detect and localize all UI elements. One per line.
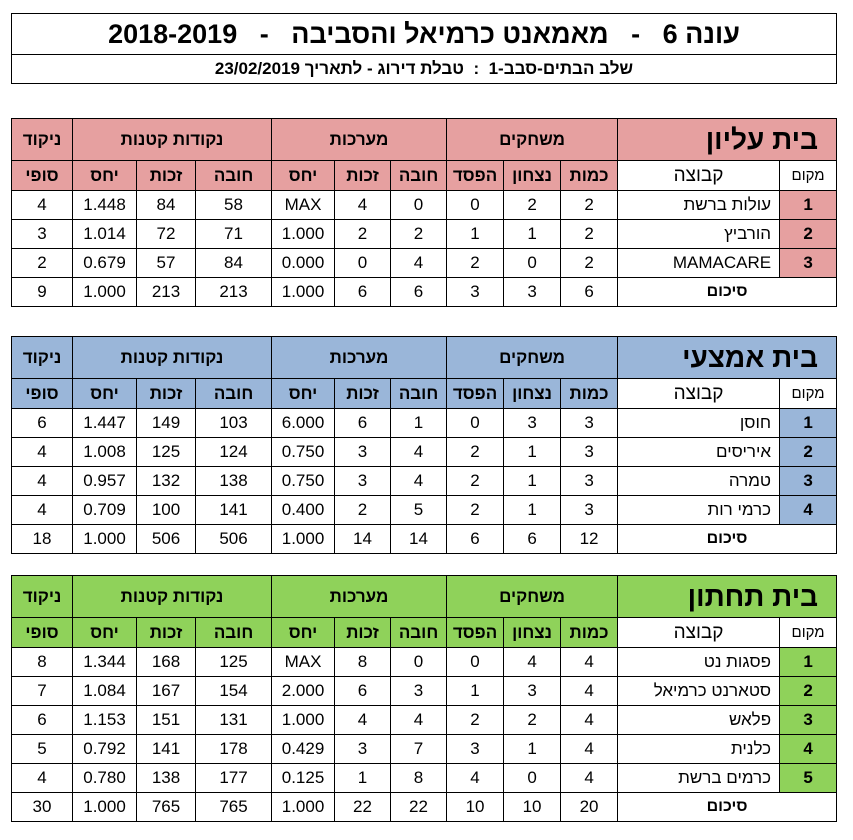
team-cell: חוסן — [618, 409, 780, 438]
place-header: מקום — [780, 618, 837, 648]
points-credit-cell: 141 — [137, 735, 196, 764]
sets-debit-cell: 4 — [391, 467, 447, 496]
standings-table-2 — [11, 336, 837, 554]
sets-ratio-cell: 1.000 — [272, 706, 335, 735]
won-cell: 1 — [504, 467, 561, 496]
won-cell: 0 — [504, 764, 561, 793]
summary-sets-ratio: 1.000 — [272, 278, 335, 307]
sets-group-header: מערכות — [272, 337, 447, 379]
summary-sets-credit: 22 — [335, 793, 391, 822]
count-cell: 2 — [561, 220, 618, 249]
house-name: בית תחתון — [618, 576, 837, 618]
summary-lost: 6 — [447, 525, 504, 554]
score-cell: 4 — [12, 467, 73, 496]
team-cell: פלאש — [618, 706, 780, 735]
house-name: בית אמצעי — [618, 337, 837, 379]
place-cell: 5 — [780, 764, 837, 793]
lost-cell: 2 — [447, 438, 504, 467]
sets-debit-header: חובה — [391, 618, 447, 648]
table-row — [12, 191, 837, 220]
table-row — [12, 706, 837, 735]
score-header-bottom: סופי — [12, 161, 73, 191]
sets-debit-header: חובה — [391, 161, 447, 191]
sets-ratio-header: יחס — [272, 618, 335, 648]
points-credit-cell: 125 — [137, 438, 196, 467]
won-cell: 1 — [504, 438, 561, 467]
sets-ratio-cell: 0.750 — [272, 467, 335, 496]
team-cell: סטארנט כרמיאל — [618, 677, 780, 706]
points-debit-header: חובה — [196, 161, 272, 191]
lost-cell: 1 — [447, 220, 504, 249]
lost-cell: 2 — [447, 496, 504, 525]
points-debit-cell: 125 — [196, 648, 272, 677]
score-header-top: ניקוד — [12, 337, 73, 379]
summary-score: 30 — [12, 793, 73, 822]
points-debit-cell: 178 — [196, 735, 272, 764]
sets-credit-cell: 6 — [335, 409, 391, 438]
summary-points-credit: 506 — [137, 525, 196, 554]
table-row — [12, 409, 837, 438]
summary-won: 10 — [504, 793, 561, 822]
points-ratio-cell: 1.447 — [73, 409, 137, 438]
points-credit-cell: 168 — [137, 648, 196, 677]
summary-points-debit: 765 — [196, 793, 272, 822]
sets-credit-cell: 3 — [335, 735, 391, 764]
sets-credit-cell: 2 — [335, 496, 391, 525]
sets-group-header: מערכות — [272, 576, 447, 618]
summary-points-credit: 213 — [137, 278, 196, 307]
summary-won: 6 — [504, 525, 561, 554]
sets-debit-cell: 0 — [391, 191, 447, 220]
points-ratio-cell: 1.344 — [73, 648, 137, 677]
place-cell: 1 — [780, 409, 837, 438]
table-row — [12, 467, 837, 496]
score-cell: 4 — [12, 496, 73, 525]
points-debit-header: חובה — [196, 618, 272, 648]
place-cell: 3 — [780, 706, 837, 735]
count-cell: 3 — [561, 409, 618, 438]
place-cell: 4 — [780, 496, 837, 525]
points-credit-header: זכות — [137, 161, 196, 191]
page-title: 2018-2019 - עונה 6 - מאמאנט כרמיאל והסביבה — [12, 14, 836, 55]
sets-credit-cell: 6 — [335, 677, 391, 706]
lost-cell: 0 — [447, 409, 504, 438]
sets-debit-cell: 4 — [391, 438, 447, 467]
table-row — [12, 648, 837, 677]
games-count-header: כמות — [561, 161, 618, 191]
count-cell: 3 — [561, 467, 618, 496]
sets-ratio-cell: 0.429 — [272, 735, 335, 764]
points-debit-cell: 71 — [196, 220, 272, 249]
games-group-header: משחקים — [447, 337, 618, 379]
table-row — [12, 764, 837, 793]
sets-credit-cell: 0 — [335, 249, 391, 278]
place-cell: 1 — [780, 648, 837, 677]
team-cell: כרמי רות — [618, 496, 780, 525]
score-cell: 4 — [12, 438, 73, 467]
table-row — [12, 220, 837, 249]
sets-ratio-cell: 1.000 — [272, 220, 335, 249]
points-debit-cell: 103 — [196, 409, 272, 438]
score-cell: 2 — [12, 249, 73, 278]
sets-ratio-cell: 0.400 — [272, 496, 335, 525]
sets-ratio-cell: MAX — [272, 648, 335, 677]
summary-lost: 3 — [447, 278, 504, 307]
sets-credit-header: זכות — [335, 618, 391, 648]
sets-credit-cell: 3 — [335, 438, 391, 467]
lost-cell: 3 — [447, 735, 504, 764]
score-header-bottom: סופי — [12, 379, 73, 409]
points-debit-cell: 138 — [196, 467, 272, 496]
score-cell: 3 — [12, 220, 73, 249]
points-credit-header: זכות — [137, 379, 196, 409]
points-debit-cell: 124 — [196, 438, 272, 467]
won-cell: 2 — [504, 191, 561, 220]
page-subtitle: שלב הבתים-סבב-1 : טבלת דירוג - לתאריך 23/02/2019 — [214, 59, 634, 78]
points-credit-cell: 100 — [137, 496, 196, 525]
summary-count: 12 — [561, 525, 618, 554]
place-header: מקום — [780, 379, 837, 409]
points-credit-cell: 138 — [137, 764, 196, 793]
summary-label: סיכום — [618, 278, 837, 307]
points-ratio-header: יחס — [73, 618, 137, 648]
won-cell: 4 — [504, 648, 561, 677]
house-name: בית עליון — [618, 119, 837, 161]
won-cell: 3 — [504, 677, 561, 706]
sets-debit-cell: 3 — [391, 677, 447, 706]
points-debit-cell: 131 — [196, 706, 272, 735]
lost-cell: 2 — [447, 467, 504, 496]
team-cell: כלנית — [618, 735, 780, 764]
points-debit-cell: 58 — [196, 191, 272, 220]
summary-row — [12, 793, 837, 822]
summary-sets-credit: 14 — [335, 525, 391, 554]
summary-sets-debit: 6 — [391, 278, 447, 307]
summary-points-ratio: 1.000 — [73, 278, 137, 307]
games-group-header: משחקים — [447, 119, 618, 161]
table-row — [12, 249, 837, 278]
summary-row — [12, 278, 837, 307]
sets-ratio-cell: 0.000 — [272, 249, 335, 278]
sets-credit-cell: 3 — [335, 467, 391, 496]
points-group-header: נקודות קטנות — [73, 337, 272, 379]
sets-debit-cell: 0 — [391, 648, 447, 677]
lost-cell: 0 — [447, 191, 504, 220]
points-credit-cell: 72 — [137, 220, 196, 249]
games-count-header: כמות — [561, 618, 618, 648]
sets-debit-cell: 7 — [391, 735, 447, 764]
summary-points-debit: 506 — [196, 525, 272, 554]
score-header-bottom: סופי — [12, 618, 73, 648]
lost-cell: 1 — [447, 677, 504, 706]
points-ratio-cell: 1.084 — [73, 677, 137, 706]
sets-credit-header: זכות — [335, 379, 391, 409]
summary-points-ratio: 1.000 — [73, 793, 137, 822]
place-header: מקום — [780, 161, 837, 191]
team-header: קבוצה — [618, 618, 780, 648]
points-ratio-cell: 0.957 — [73, 467, 137, 496]
summary-sets-credit: 6 — [335, 278, 391, 307]
score-cell: 4 — [12, 191, 73, 220]
points-ratio-cell: 0.780 — [73, 764, 137, 793]
team-cell: MAMACARE — [618, 249, 780, 278]
points-credit-cell: 132 — [137, 467, 196, 496]
team-cell: טמרה — [618, 467, 780, 496]
points-ratio-cell: 0.792 — [73, 735, 137, 764]
points-group-header: נקודות קטנות — [73, 576, 272, 618]
points-debit-header: חובה — [196, 379, 272, 409]
count-cell: 4 — [561, 648, 618, 677]
points-credit-cell: 167 — [137, 677, 196, 706]
summary-label: סיכום — [618, 793, 837, 822]
count-cell: 2 — [561, 191, 618, 220]
team-cell: עולות ברשת — [618, 191, 780, 220]
score-header-top: ניקוד — [12, 576, 73, 618]
count-cell: 3 — [561, 496, 618, 525]
sets-ratio-cell: 6.000 — [272, 409, 335, 438]
points-group-header: נקודות קטנות — [73, 119, 272, 161]
games-won-header: נצחון — [504, 618, 561, 648]
sets-debit-cell: 1 — [391, 409, 447, 438]
points-ratio-cell: 1.448 — [73, 191, 137, 220]
place-cell: 2 — [780, 438, 837, 467]
team-cell: הורביץ — [618, 220, 780, 249]
table-row — [12, 735, 837, 764]
summary-lost: 10 — [447, 793, 504, 822]
summary-sets-debit: 14 — [391, 525, 447, 554]
lost-cell: 2 — [447, 249, 504, 278]
title-box — [11, 13, 837, 84]
place-cell: 4 — [780, 735, 837, 764]
sets-credit-cell: 4 — [335, 191, 391, 220]
table-row — [12, 677, 837, 706]
sets-debit-cell: 5 — [391, 496, 447, 525]
sets-ratio-cell: 2.000 — [272, 677, 335, 706]
points-credit-cell: 151 — [137, 706, 196, 735]
team-cell: פסגות נט — [618, 648, 780, 677]
games-won-header: נצחון — [504, 379, 561, 409]
summary-points-debit: 213 — [196, 278, 272, 307]
sets-debit-cell: 4 — [391, 706, 447, 735]
summary-count: 20 — [561, 793, 618, 822]
summary-count: 6 — [561, 278, 618, 307]
place-cell: 1 — [780, 191, 837, 220]
place-cell: 3 — [780, 467, 837, 496]
score-cell: 6 — [12, 409, 73, 438]
summary-sets-ratio: 1.000 — [272, 525, 335, 554]
points-ratio-header: יחס — [73, 379, 137, 409]
count-cell: 3 — [561, 438, 618, 467]
team-header: קבוצה — [618, 379, 780, 409]
points-ratio-cell: 0.679 — [73, 249, 137, 278]
points-credit-cell: 149 — [137, 409, 196, 438]
won-cell: 0 — [504, 249, 561, 278]
games-group-header: משחקים — [447, 576, 618, 618]
points-ratio-header: יחס — [73, 161, 137, 191]
place-cell: 3 — [780, 249, 837, 278]
sets-debit-header: חובה — [391, 379, 447, 409]
points-debit-cell: 84 — [196, 249, 272, 278]
points-ratio-cell: 1.153 — [73, 706, 137, 735]
games-lost-header: הפסד — [447, 161, 504, 191]
table-row — [12, 496, 837, 525]
won-cell: 1 — [504, 496, 561, 525]
points-debit-cell: 141 — [196, 496, 272, 525]
points-credit-cell: 84 — [137, 191, 196, 220]
score-cell: 8 — [12, 648, 73, 677]
standings-table-1 — [11, 118, 837, 307]
count-cell: 4 — [561, 764, 618, 793]
points-ratio-cell: 1.014 — [73, 220, 137, 249]
games-won-header: נצחון — [504, 161, 561, 191]
summary-points-credit: 765 — [137, 793, 196, 822]
points-debit-cell: 154 — [196, 677, 272, 706]
summary-row — [12, 525, 837, 554]
sets-credit-cell: 2 — [335, 220, 391, 249]
games-lost-header: הפסד — [447, 618, 504, 648]
points-ratio-cell: 0.709 — [73, 496, 137, 525]
sets-group-header: מערכות — [272, 119, 447, 161]
sets-debit-cell: 8 — [391, 764, 447, 793]
summary-label: סיכום — [618, 525, 837, 554]
team-header: קבוצה — [618, 161, 780, 191]
summary-score: 18 — [12, 525, 73, 554]
summary-points-ratio: 1.000 — [73, 525, 137, 554]
points-credit-cell: 57 — [137, 249, 196, 278]
sets-credit-cell: 8 — [335, 648, 391, 677]
score-cell: 6 — [12, 706, 73, 735]
count-cell: 4 — [561, 735, 618, 764]
score-header-top: ניקוד — [12, 119, 73, 161]
summary-score: 9 — [12, 278, 73, 307]
won-cell: 3 — [504, 409, 561, 438]
won-cell: 1 — [504, 735, 561, 764]
score-cell: 4 — [12, 764, 73, 793]
sets-credit-cell: 1 — [335, 764, 391, 793]
sets-credit-cell: 4 — [335, 706, 391, 735]
sets-ratio-cell: 0.750 — [272, 438, 335, 467]
score-cell: 7 — [12, 677, 73, 706]
lost-cell: 4 — [447, 764, 504, 793]
sets-credit-header: זכות — [335, 161, 391, 191]
sets-ratio-header: יחס — [272, 379, 335, 409]
lost-cell: 0 — [447, 648, 504, 677]
games-count-header: כמות — [561, 379, 618, 409]
sets-ratio-cell: MAX — [272, 191, 335, 220]
sets-ratio-header: יחס — [272, 161, 335, 191]
sets-debit-cell: 4 — [391, 249, 447, 278]
count-cell: 4 — [561, 677, 618, 706]
points-credit-header: זכות — [137, 618, 196, 648]
team-cell: איריסים — [618, 438, 780, 467]
count-cell: 4 — [561, 706, 618, 735]
games-lost-header: הפסד — [447, 379, 504, 409]
place-cell: 2 — [780, 220, 837, 249]
sets-ratio-cell: 0.125 — [272, 764, 335, 793]
team-cell: כרמים ברשת — [618, 764, 780, 793]
summary-sets-debit: 22 — [391, 793, 447, 822]
summary-won: 3 — [504, 278, 561, 307]
place-cell: 2 — [780, 677, 837, 706]
won-cell: 1 — [504, 220, 561, 249]
standings-table-3 — [11, 575, 837, 822]
count-cell: 2 — [561, 249, 618, 278]
summary-sets-ratio: 1.000 — [272, 793, 335, 822]
points-debit-cell: 177 — [196, 764, 272, 793]
points-ratio-cell: 1.008 — [73, 438, 137, 467]
sets-debit-cell: 2 — [391, 220, 447, 249]
table-row — [12, 438, 837, 467]
score-cell: 5 — [12, 735, 73, 764]
won-cell: 2 — [504, 706, 561, 735]
lost-cell: 2 — [447, 706, 504, 735]
